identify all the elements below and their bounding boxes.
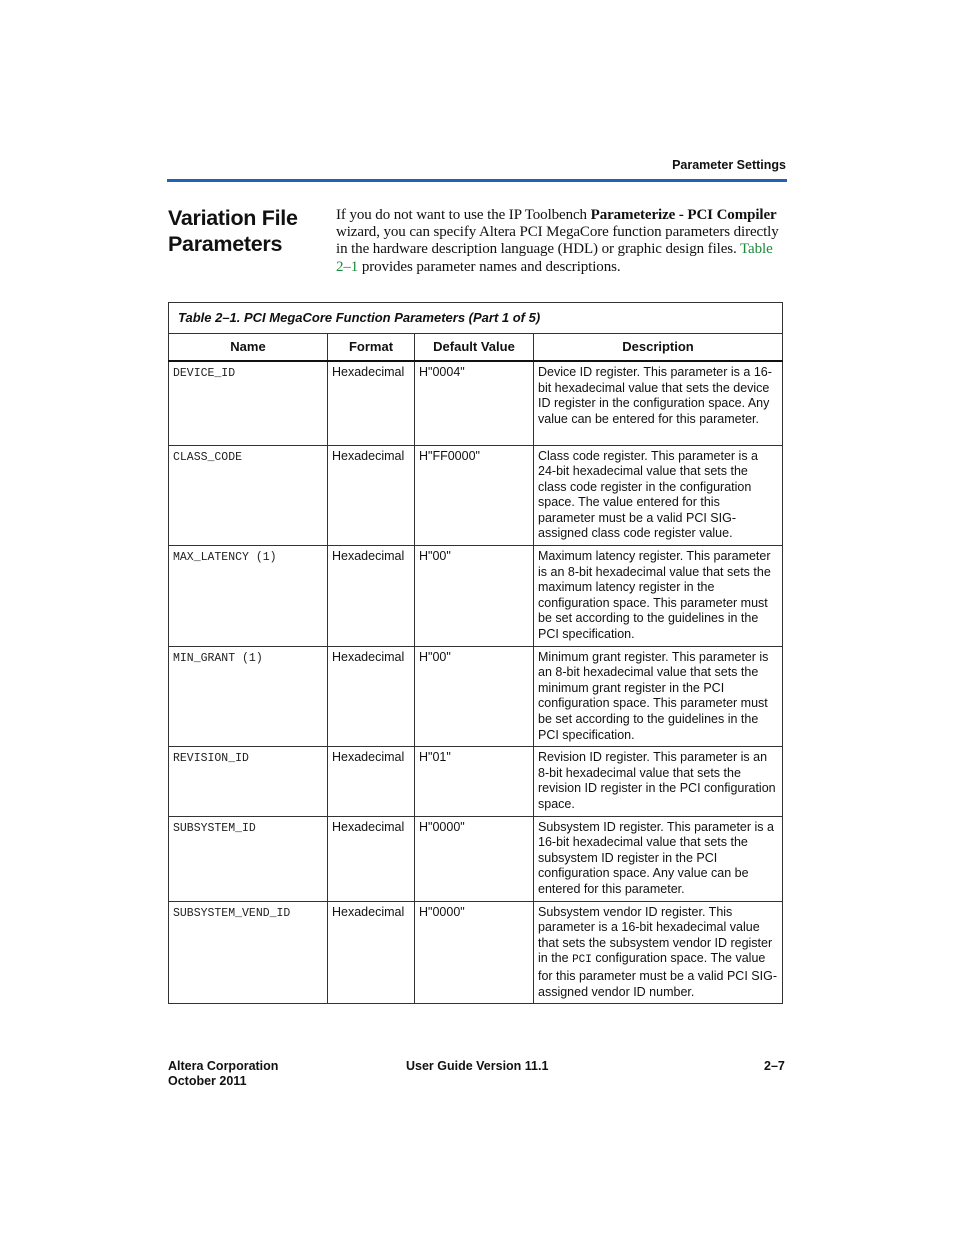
- param-default: H"0000": [415, 816, 534, 901]
- section-title: Variation File Parameters: [168, 206, 298, 256]
- param-name: SUBSYSTEM_ID: [169, 816, 328, 901]
- table-row: [169, 747, 783, 816]
- intro-text-2: wizard, you can specify Altera PCI MegaCore function parameters directly in the hardware description language (HDL) or graphic design files.: [336, 224, 779, 258]
- description-text: Maximum latency register. This parameter is an 8-bit hexadecimal value that sets the maximum latency register in the configuration space. This parameter must be set according to the guidelines in the PCI specification.: [538, 549, 771, 642]
- intro-text-3: provides parameter names and descriptions.: [358, 258, 621, 275]
- param-format: Hexadecimal: [328, 445, 415, 546]
- intro-wizard-name: Parameterize - PCI Compiler: [590, 207, 777, 223]
- param-description: [534, 901, 783, 1004]
- param-description: [534, 816, 783, 901]
- intro-paragraph: [336, 207, 788, 276]
- header-rule: [167, 179, 787, 182]
- table-row: [169, 361, 783, 445]
- description-text: Class code register. This parameter is a 24-bit hexadecimal value that sets the class code register in the configuration space. The value entered for this parameter must be a valid PCI SIG-assigned class code register value.: [538, 448, 759, 541]
- param-format: Hexadecimal: [328, 816, 415, 901]
- column-header-format: Format: [328, 334, 415, 362]
- footer-left: [168, 1059, 278, 1089]
- param-default: H"FF0000": [415, 445, 534, 546]
- param-format: Hexadecimal: [328, 747, 415, 816]
- description-text: Revision ID register. This parameter is an 8-bit hexadecimal value that sets the revision ID register in the PCI configuration space.: [538, 750, 776, 811]
- param-format: Hexadecimal: [328, 546, 415, 647]
- column-header-description: Description: [534, 334, 783, 362]
- table-caption: Table 2–1. PCI MegaCore Function Parameters (Part 1 of 5): [169, 303, 783, 334]
- table-header-row: [169, 334, 783, 362]
- param-name: SUBSYSTEM_VEND_ID: [169, 901, 328, 1004]
- column-header-name: Name: [169, 334, 328, 362]
- running-head: Parameter Settings: [672, 158, 786, 172]
- table-row: [169, 646, 783, 747]
- table-row: [169, 445, 783, 546]
- param-description: [534, 546, 783, 647]
- param-default: H"00": [415, 546, 534, 647]
- table-reference-link[interactable]: Table 2–1: [336, 241, 773, 275]
- param-default: H"00": [415, 646, 534, 747]
- description-code-text: PCI: [572, 954, 592, 967]
- table-row: [169, 901, 783, 1004]
- page-number: 2–7: [764, 1059, 785, 1073]
- param-description: [534, 361, 783, 445]
- intro-text-1: If you do not want to use the IP Toolbench: [336, 207, 591, 223]
- param-default: H"0004": [415, 361, 534, 445]
- param-description: [534, 646, 783, 747]
- table-row: [169, 816, 783, 901]
- param-name: MIN_GRANT (1): [169, 646, 328, 747]
- param-format: Hexadecimal: [328, 361, 415, 445]
- param-format: Hexadecimal: [328, 646, 415, 747]
- column-header-default: Default Value: [415, 334, 534, 362]
- description-text: Device ID register. This parameter is a 16-bit hexadecimal value that sets the device ID register in the configuration space. Any value can be entered for this parameter.: [538, 365, 772, 426]
- param-name: REVISION_ID: [169, 747, 328, 816]
- description-text: configuration space. The value for this parameter must be a valid PCI SIG-assigned vendor ID number.: [538, 951, 777, 999]
- description-text: Minimum grant register. This parameter is an 8-bit hexadecimal value that sets the minimum grant register in the PCI configuration space. This parameter must be set according to the guidelines in the PCI specification.: [538, 649, 769, 742]
- description-text: Subsystem vendor ID register. This parameter is a 16-bit hexadecimal value that sets the subsystem vendor ID register in the: [538, 904, 773, 966]
- param-default: H"01": [415, 747, 534, 816]
- param-default: H"0000": [415, 901, 534, 1004]
- param-description: [534, 445, 783, 546]
- param-name: MAX_LATENCY (1): [169, 546, 328, 647]
- param-name: CLASS_CODE: [169, 445, 328, 546]
- footer-guide-version: User Guide Version 11.1: [406, 1059, 549, 1073]
- param-description: [534, 747, 783, 816]
- param-format: Hexadecimal: [328, 901, 415, 1004]
- footer-company: Altera Corporation: [168, 1059, 279, 1073]
- table-row: [169, 546, 783, 647]
- parameters-table: [168, 302, 783, 1004]
- footer-date: October 2011: [168, 1074, 247, 1088]
- param-name: DEVICE_ID: [169, 361, 328, 445]
- description-text: Subsystem ID register. This parameter is a 16-bit hexadecimal value that sets the subsystem ID register in the PCI configuration space. Any value can be entered for this parameter.: [538, 819, 774, 896]
